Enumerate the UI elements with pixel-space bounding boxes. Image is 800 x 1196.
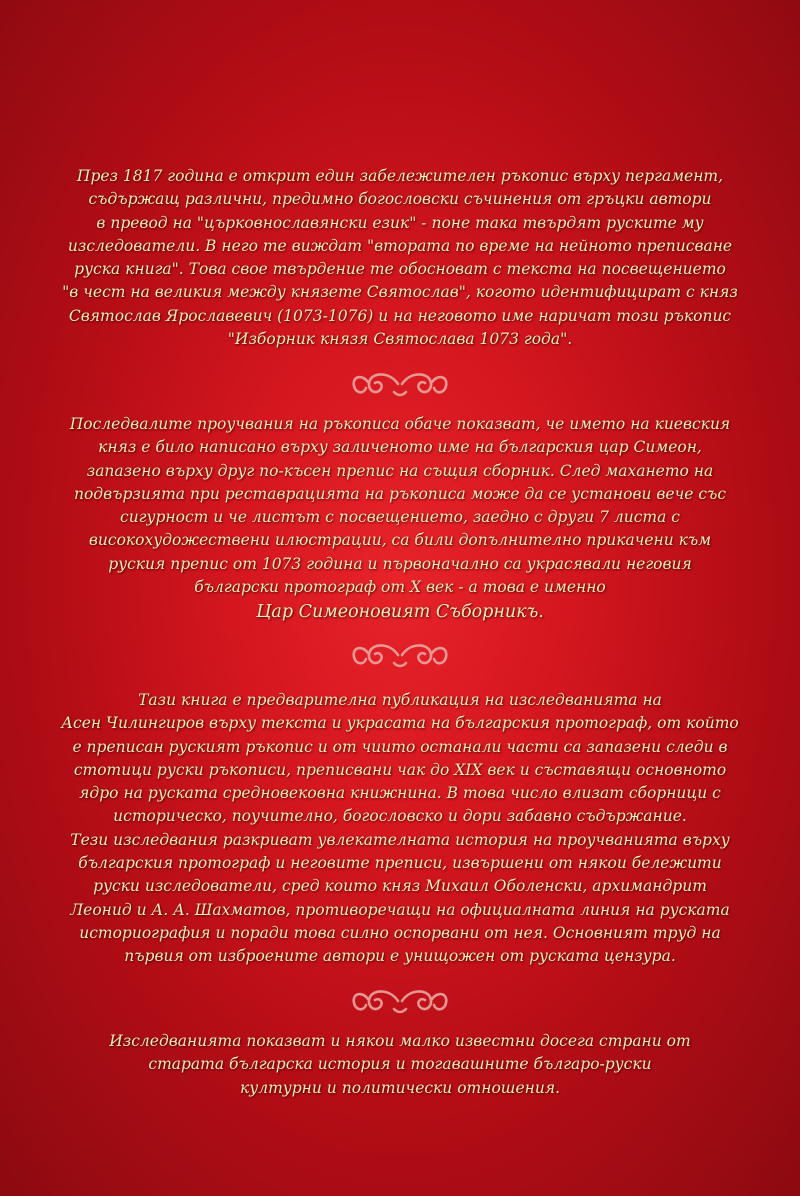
text-line: руски изследователи, сред които княз Михаил Оболенски, архимандрит (93, 877, 707, 896)
text-line: съдържащ различни, предимно богословски съчинения от гръцки автори (88, 190, 712, 209)
paragraph-conclusion (40, 1030, 760, 1100)
text-line: високохудожествени илюстрации, са били допълнително прикачени към (88, 531, 712, 550)
text-line: "Изборник князя Святослава 1073 года". (227, 330, 573, 349)
scroll-ornament-icon (340, 366, 460, 402)
text-line: българския протограф и неговите преписи, извършени от някои бележити (78, 854, 722, 873)
text-line: старата българска история и тогавашните българо-руски (148, 1055, 652, 1074)
text-line: историческо, поучително, богословско и дори забавно съдържание. (113, 807, 687, 826)
text-line: в превод на "църковнославянски език" - поне така твърдят руските му (96, 213, 704, 232)
text-line: През 1817 година е открит един забележителен ръкопис върху пергамент, (76, 167, 724, 185)
paragraph-research (40, 413, 760, 626)
text-line: историография и поради това силно оспорвани от нея. Основният труд на (79, 923, 721, 942)
text-line: Святослав Ярославевич (1073-1076) и на неговото име наричат този ръкопис (68, 306, 732, 325)
text-line: подвързията при реставрацията на ръкописа може да се установи вече със (73, 484, 727, 503)
paragraph-publication (40, 689, 760, 969)
text-line: Тези изследвания разкриват увлекателната история на проучванията върху (70, 830, 730, 849)
text-line: Последвалите проучвания на ръкописа обаче показват, че името на киевския (69, 415, 731, 433)
text-line: княз е било написано върху заличеното име на българския цар Симеон, (98, 438, 702, 457)
text-line: изследователи. В него те виждат "втората по време на нейното преписване (67, 236, 733, 255)
text-line: руска книга". Това свое твърдение те обосноват с текста на посвещението (74, 260, 726, 279)
text-line: стотици руски ръкописи, преписвани чак до XIX век и съставящи основното (73, 760, 727, 779)
text-line: Леонид и А. А. Шахматов, противоречащи на официалната линия на руската (70, 900, 730, 919)
text-line: български протограф от X век - а това е именно (194, 578, 606, 597)
paragraph-discovery (40, 165, 760, 351)
text-line: руския препис от 1073 година и първоначално са украсявали неговия (108, 554, 692, 573)
text-line: Асен Чилингиров върху текста и украсата на българския протограф, от който (61, 714, 739, 733)
text-line: е преписан руският ръкопис и от чиито останали части са запазени следи в (72, 737, 728, 756)
text-line: ядро на руската средновековна книжнина. В това число влизат сборници с (79, 784, 721, 803)
text-line: запазено върху друг по-късен препис на същия сборник. След махането на (86, 461, 714, 480)
scroll-ornament-icon (340, 637, 460, 673)
text-line: Изследванията показват и някои малко известни досега страни от (109, 1032, 691, 1050)
text-line: "в чест на великия между князете Святослав", когото идентифицират с княз (62, 283, 738, 302)
scroll-ornament-icon (340, 983, 460, 1019)
text-line: сигурност и че листът с посвещението, заедно с други 7 листа с (120, 508, 680, 527)
text-line: културни и политически отношения. (239, 1078, 561, 1097)
text-line: първия от изброените автори е унищожен от руската цензура. (124, 947, 676, 966)
book-title-line: Цар Симеоновият Съборникъ. (256, 602, 544, 623)
text-line: Тази книга е предварителна публикация на изследванията на (138, 691, 662, 709)
